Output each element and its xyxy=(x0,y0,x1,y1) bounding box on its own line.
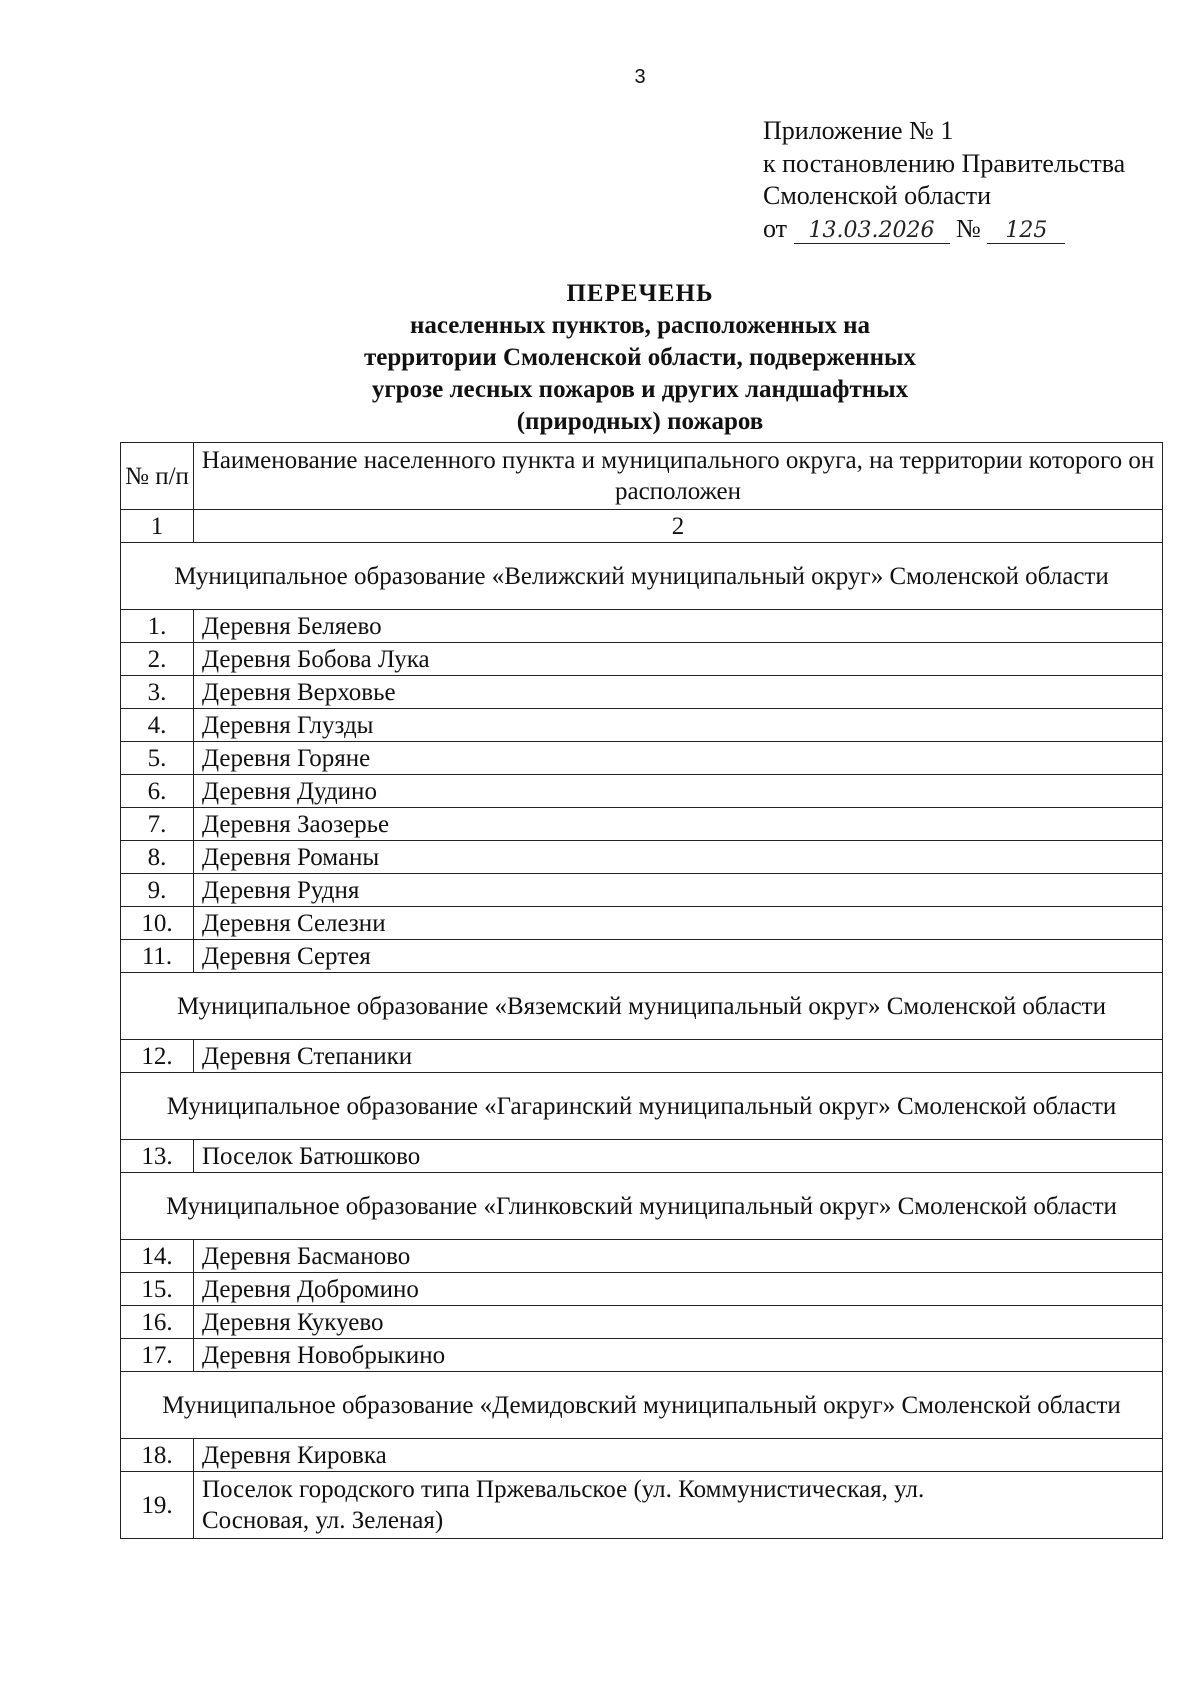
settlement-name: Деревня Заозерье xyxy=(194,808,1163,841)
section-title: Муниципальное образование «Гагаринский муниципальный округ» Смоленской области xyxy=(121,1073,1163,1140)
title-line-2: территории Смоленской области, подверженных xyxy=(363,344,916,371)
table-body xyxy=(121,443,1163,1539)
column-numbering-row xyxy=(121,510,1163,543)
row-number: 18. xyxy=(121,1439,194,1472)
settlement-name: Деревня Бобова Лука xyxy=(194,643,1163,676)
row-number: 7. xyxy=(121,808,194,841)
table-row xyxy=(121,643,1163,676)
table-row xyxy=(121,1472,1163,1539)
annex-header xyxy=(763,115,1125,245)
settlement-name: Деревня Селезни xyxy=(194,907,1163,940)
handwritten-date: 13.03.2026 xyxy=(794,219,950,244)
column-number-1: 1 xyxy=(121,510,194,543)
row-number: 15. xyxy=(121,1273,194,1306)
row-number: 17. xyxy=(121,1339,194,1372)
annex-line-3: Смоленской области xyxy=(763,181,992,210)
table-header-row xyxy=(121,443,1163,510)
settlement-name: Деревня Горяне xyxy=(194,742,1163,775)
settlement-name: Деревня Беляево xyxy=(194,610,1163,643)
title-line-4: (природных) пожаров xyxy=(516,408,764,435)
section-header-row xyxy=(121,973,1163,1040)
settlement-name: Деревня Верховье xyxy=(194,676,1163,709)
table-row xyxy=(121,907,1163,940)
settlement-name: Деревня Новобрыкино xyxy=(194,1339,1163,1372)
settlement-name: Деревня Кировка xyxy=(194,1439,1163,1472)
section-header-row xyxy=(121,543,1163,610)
table-row xyxy=(121,940,1163,973)
settlement-name: Деревня Глузды xyxy=(194,709,1163,742)
title-line-1: населенных пунктов, расположенных на xyxy=(410,312,870,339)
section-header-row xyxy=(121,1173,1163,1240)
settlement-name: Деревня Степаники xyxy=(194,1040,1163,1073)
row-number: 8. xyxy=(121,841,194,874)
table-row xyxy=(121,676,1163,709)
table-row xyxy=(121,1140,1163,1173)
row-number: 5. xyxy=(121,742,194,775)
row-number: 16. xyxy=(121,1306,194,1339)
settlement-name: Деревня Сертея xyxy=(194,940,1163,973)
row-number: 10. xyxy=(121,907,194,940)
header-name: Наименование населенного пункта и муниципального округа, на территории которого он расположен xyxy=(194,443,1163,510)
row-number: 19. xyxy=(121,1472,194,1539)
handwritten-number: 125 xyxy=(987,219,1065,244)
row-number: 11. xyxy=(121,940,194,973)
row-number: 14. xyxy=(121,1240,194,1273)
row-number: 12. xyxy=(121,1040,194,1073)
section-title: Муниципальное образование «Глинковский муниципальный округ» Смоленской области xyxy=(121,1173,1163,1240)
annex-line-1: Приложение № 1 xyxy=(763,116,954,145)
table-row xyxy=(121,1439,1163,1472)
settlement-name: Деревня Кукуево xyxy=(194,1306,1163,1339)
title-line-3: угрозе лесных пожаров и других ландшафтных xyxy=(371,376,909,403)
row-number: 2. xyxy=(121,643,194,676)
settlement-name: Деревня Добромино xyxy=(194,1273,1163,1306)
table-row xyxy=(121,1339,1163,1372)
table-row xyxy=(121,808,1163,841)
table-row xyxy=(121,1040,1163,1073)
section-header-row xyxy=(121,1073,1163,1140)
annex-line-2: к постановлению Правительства xyxy=(763,148,1126,178)
settlement-name: Деревня Романы xyxy=(194,841,1163,874)
table-row xyxy=(121,841,1163,874)
row-number: 4. xyxy=(121,709,194,742)
table-row xyxy=(121,1273,1163,1306)
table-row xyxy=(121,610,1163,643)
table-row xyxy=(121,1240,1163,1273)
page-number: 3 xyxy=(634,66,646,88)
column-number-2: 2 xyxy=(194,510,1163,543)
section-title: Муниципальное образование «Демидовский муниципальный округ» Смоленской области xyxy=(121,1372,1163,1439)
settlement-name: Поселок городского типа Пржевальское (ул. Коммунистическая, ул. Сосновая, ул. Зеленая) xyxy=(194,1472,1163,1539)
section-title: Муниципальное образование «Вяземский муниципальный округ» Смоленской области xyxy=(121,973,1163,1040)
settlements-table xyxy=(120,442,1163,1539)
header-number: № п/п xyxy=(121,443,194,510)
settlement-name: Деревня Басманово xyxy=(194,1240,1163,1273)
row-number: 3. xyxy=(121,676,194,709)
section-header-row xyxy=(121,1372,1163,1439)
section-title: Муниципальное образование «Велижский муниципальный округ» Смоленской области xyxy=(121,543,1163,610)
date-prefix: от xyxy=(763,213,788,243)
table-row xyxy=(121,709,1163,742)
number-label: № xyxy=(956,213,981,243)
title-main: ПЕРЕЧЕНЬ xyxy=(566,280,714,307)
table-row xyxy=(121,775,1163,808)
row-number: 13. xyxy=(121,1140,194,1173)
settlement-name: Поселок Батюшково xyxy=(194,1140,1163,1173)
row-number: 9. xyxy=(121,874,194,907)
annex-title xyxy=(763,115,1125,148)
annex-date-line xyxy=(763,213,1125,246)
row-number: 1. xyxy=(121,610,194,643)
table-row xyxy=(121,1306,1163,1339)
settlement-name: Деревня Рудня xyxy=(194,874,1163,907)
table-row xyxy=(121,742,1163,775)
row-number: 6. xyxy=(121,775,194,808)
document-title xyxy=(200,278,1080,438)
settlement-name: Деревня Дудино xyxy=(194,775,1163,808)
table-row xyxy=(121,874,1163,907)
